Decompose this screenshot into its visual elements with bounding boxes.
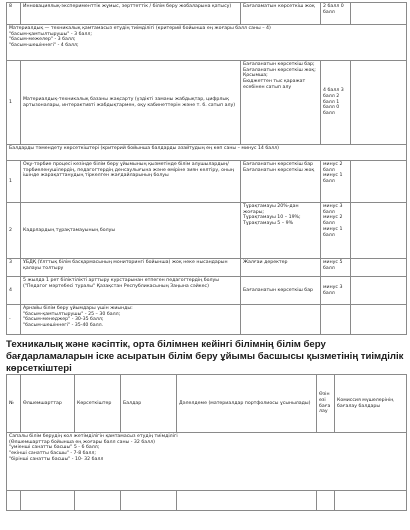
table-row <box>7 3 407 25</box>
assessment-text: Жалғаи деректер <box>241 259 321 277</box>
assessment-text: Тұрақтамауы 20%-дан жоғары; Тұрақтамауы 10 – 19%; Тұрақтамауы 5 – 9% <box>241 203 321 259</box>
table-header-row <box>7 375 407 433</box>
row-number: - <box>7 305 21 335</box>
empty-cell <box>317 491 335 511</box>
table-row <box>7 61 407 145</box>
row-number: 8 <box>7 3 21 25</box>
table-row <box>7 491 407 511</box>
header-self-assessment: Өзін өзі бағалау <box>317 375 335 433</box>
score-text: минус 5 балл <box>321 259 351 277</box>
empty-cell <box>241 305 321 335</box>
criterion-text: Кадрлардың тұрақтамауының болуы <box>21 203 241 259</box>
top-evaluation-table <box>6 2 407 335</box>
assessment-text: Бағаланатын көрсеткіш бар <box>241 277 321 305</box>
score-text: минус 2 балл минус 1 балл <box>321 161 351 203</box>
table-row <box>7 305 407 335</box>
table-row <box>7 161 407 203</box>
row-number: 1 <box>7 161 21 203</box>
row-number: 4 <box>7 277 21 305</box>
table-row <box>7 203 407 259</box>
empty-cell <box>177 491 317 511</box>
score-text: 2 балл 0 балл <box>321 3 351 25</box>
empty-cell <box>321 305 351 335</box>
empty-cell <box>351 259 407 277</box>
empty-cell <box>335 491 407 511</box>
score-text: минус 3 балл минус 2 балл минус 1 балл <box>321 203 351 259</box>
header-evidence: Дәлелдеме (материалдар портфолиосы ұсынылады) <box>177 375 317 433</box>
section-row <box>7 145 407 161</box>
header-points: Балдар <box>121 375 177 433</box>
header-commission: Комиссия мүшелерінің бағалау балдары <box>335 375 407 433</box>
empty-cell <box>351 161 407 203</box>
header-number: № <box>7 375 21 433</box>
score-text: минус 3 балл <box>321 277 351 305</box>
empty-cell <box>351 203 407 259</box>
section-heading: Техникалық және кәсіптік, орта білімнен кейінгі білімнің білім беру бағдарламаларын іске асыратын білім беру ұйымы басшысы қызметінің тиімділік көрсеткіштері <box>6 339 404 374</box>
section-text: Балдарды тәмендету көрсеткіштері (критерий бойынша балдарды азайтудың ең көп саны – минус 14 балл) <box>7 145 407 161</box>
criterion-text: 5 жылда 1 рет біліктілікті арттыру курстарынан өтпеген педагогтердің болуы ("Педагог мәртебесі туралы" Қазақстан Республикасының Заңына сәйкес) <box>21 277 241 305</box>
criterion-text: ҰБДҚ (Ұлттық білім басқармасының мониторингі бойынша) жоқ неке нысандарын қалауы толтыру <box>21 259 241 277</box>
row-number: 3 <box>7 259 21 277</box>
assessment-text: Бағаланатын көрсеткіш бар; Бағаланатын көрсеткіш жоқ; Қосымша; Бюджеттен тыс қаражат есебінен сатып алу <box>241 61 321 145</box>
table-row <box>7 277 407 305</box>
bottom-evaluation-table <box>6 374 407 511</box>
section-text: Сапалы білім берудің кол жетімділігін қамтамасыз етудің тиімділігі (Өлшемшарттар бойынша ең жоғары балл саны - 32 балл) "уміенші санатты басшы" 5 - 6 балл; "екінші санатты басшы" - 7-8 балл; "бірінші санатты басшы" - 10- 32 балл <box>7 433 407 491</box>
section-text: Материалдық — техникалық қамтамасыз етудің тиімділігі (критерий бойынша ең жоғары балл саны – 4) "басым-қамтылтырушы" - 3 балл; "басым-межелер" - 3 балл; "басым-шешіннегі" - 4 балл; <box>7 25 407 61</box>
section-row <box>7 433 407 491</box>
table-row <box>7 259 407 277</box>
empty-cell <box>351 305 407 335</box>
empty-cell <box>75 491 121 511</box>
criterion-text: Инновациялық-эксперименттік жұмыс, зерттеттік / білім беру жобаларына қатысу) <box>21 3 241 25</box>
empty-cell <box>7 491 21 511</box>
row-number: 1 <box>7 61 21 145</box>
criterion-text: Арнайы білім беру ұйымдары үшін жиынды: "басым-қамтылтырушы" - 25 – 30 балл; "басым-менеджер" - 30-35 балл; "басым-шешіннегі" - 35-40 балл. <box>21 305 241 335</box>
assessment-text: Бағаламатын көрсеткіш жоқ <box>241 3 321 25</box>
row-number: 2 <box>7 203 21 259</box>
score-text: 4 балл 3 балл 2 балл 1 балл 0 балл <box>321 61 351 145</box>
empty-cell <box>351 3 407 25</box>
criterion-text: Материалдық-техникалық базаны жақсарту (үздікті заманы жабдықтар, цифрлық артызоналары, интерактивті жабдықтармен, оқу кабинеттерін және т. б. сатып алу) <box>21 61 241 145</box>
empty-cell <box>121 491 177 511</box>
header-metrics: Көрсеткіштер <box>75 375 121 433</box>
empty-cell <box>351 61 407 145</box>
assessment-text: Бағаланатын көрсеткіш бар Бағаланатын көрсеткіш жоқ <box>241 161 321 203</box>
empty-cell <box>351 277 407 305</box>
criterion-text: Оқу-тәрбие процесі кезінде білім беру ұйымының қызметінде білім алушылардың/тәрбиеленушілердің, педагогтердің денсаулығына және өміріне зиян келтіру, оның ішінде жарақаттанудың тіркелген жағдайларының болуы <box>21 161 241 203</box>
section-row <box>7 25 407 61</box>
header-indicator: Өлшемшарттар <box>21 375 75 433</box>
empty-cell <box>21 491 75 511</box>
